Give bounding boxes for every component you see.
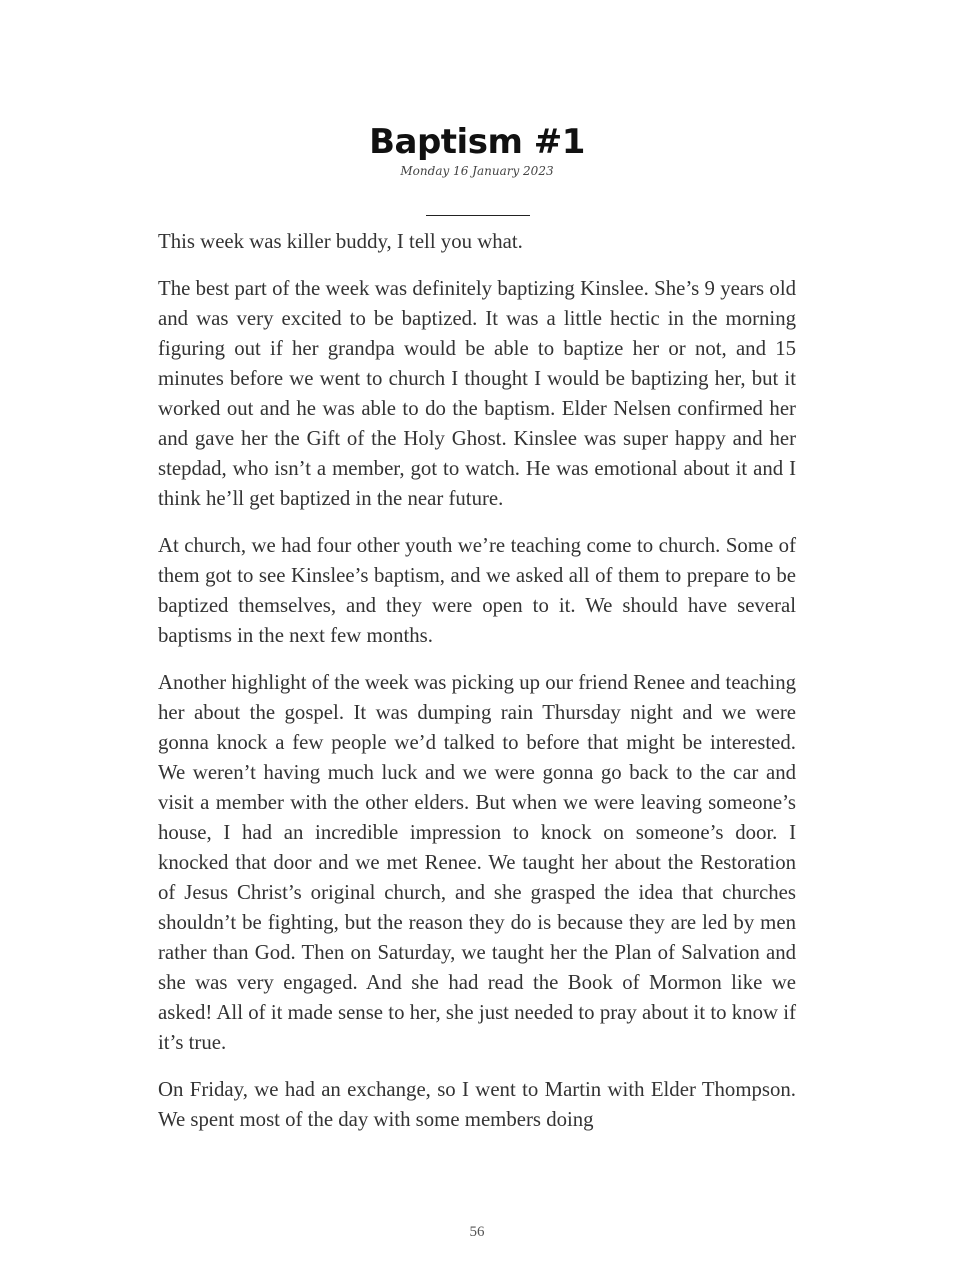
- title-divider: [426, 215, 530, 216]
- page-title: Baptism #1: [369, 122, 585, 162]
- paragraph: Another highlight of the week was picking up our friend Renee and teaching her about the gospel. It was dumping rain Thursday night and we were gonna knock a few people we’d talked to before that might be interested. We weren’t having much luck and we were gonna go back to the car and visit a member with the other elders. But when we were leaving someone’s house, I had an incredible impression to knock on someone’s door. I knocked that door and we met Renee. We taught her about the Restoration of Jesus Christ’s original church, and she grasped the idea that churches shouldn’t be fighting, but the reason they do is because they are led by men rather than God. Then on Saturday, we taught her the Plan of Salvation and she was very engaged. And she had read the Book of Mormon like we asked! All of it made sense to her, she just needed to pray about it to know if it’s true.: [158, 671, 796, 1054]
- paragraph: The best part of the week was definitely baptizing Kinslee. She’s 9 years old and was very excited to be baptized. It was a little hectic in the morning figuring out if her grandpa would be able to baptize her or not, and 15 minutes before we went to church I thought I would be baptizing her, but it worked out and he was able to do the baptism. Elder Nelsen confirmed her and gave her the Gift of the Holy Ghost. Kinslee was super happy and her stepdad, who isn’t a member, got to watch. He was emotional about it and I think he’ll get baptized in the near future.: [158, 277, 796, 510]
- body-text: [158, 227, 796, 1152]
- entry-date: Monday 16 January 2023: [400, 164, 554, 178]
- paragraph: At church, we had four other youth we’re teaching come to church. Some of them got to see Kinslee’s baptism, and we asked all of them to prepare to be baptized themselves, and they were open to it. We should have several baptisms in the next few months.: [158, 534, 796, 647]
- page-number: 56: [469, 1224, 485, 1240]
- paragraph: This week was killer buddy, I tell you what.: [158, 230, 523, 253]
- paragraph: On Friday, we had an exchange, so I went to Martin with Elder Thompson. We spent most of the day with some members doing: [158, 1078, 796, 1131]
